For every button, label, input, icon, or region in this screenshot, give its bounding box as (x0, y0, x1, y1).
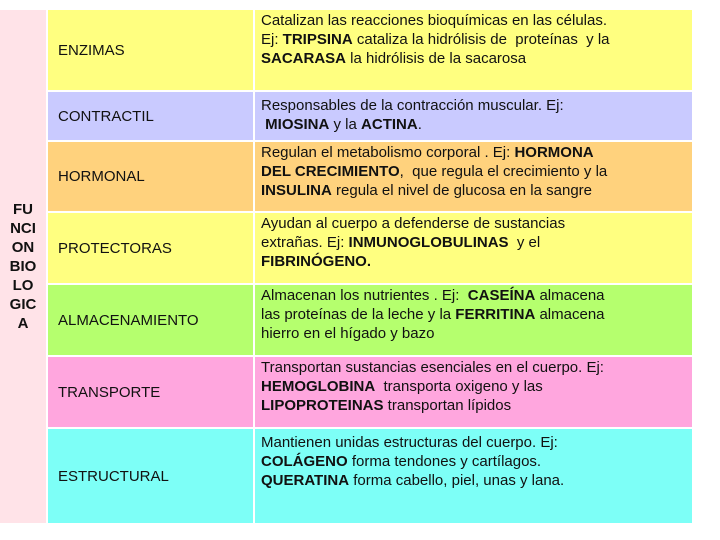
description-line (261, 358, 686, 377)
description-text: las proteínas de la leche y la (261, 306, 456, 323)
description-text: Responsables de la contracción muscular. Ej: (261, 97, 564, 114)
description-line (261, 30, 686, 49)
description-text: almacena (535, 306, 605, 323)
protein-description (255, 92, 692, 140)
description-line (261, 115, 686, 134)
description-text: forma tendones y cartílagos. (347, 453, 542, 470)
description-line (261, 181, 686, 200)
protein-type-cell (48, 213, 253, 283)
example-name: SACARASA (261, 50, 347, 67)
example-name: QUERATINA (261, 472, 350, 489)
description-text: : (274, 31, 279, 48)
example-name: INSULINA (261, 182, 332, 199)
table-row (48, 429, 692, 523)
table-row (48, 142, 692, 211)
description-line (261, 324, 686, 343)
protein-type-cell (48, 92, 253, 140)
description-text: extrañas. Ej: (261, 234, 349, 251)
description-text: . (417, 116, 422, 133)
description-line (261, 305, 686, 324)
protein-type-label: ENZIMAS (58, 41, 125, 59)
description-line (261, 396, 686, 415)
table-row (48, 213, 692, 283)
protein-type-cell (48, 429, 253, 523)
example-name: FIBRINÓGENO. (261, 253, 372, 270)
description-line (261, 433, 686, 452)
table-row (48, 285, 692, 355)
protein-description (255, 213, 692, 283)
protein-description (255, 10, 692, 90)
protein-type-label: ESTRUCTURAL (58, 467, 169, 485)
description-text: Ej (261, 31, 275, 48)
description-text: Transportan sustancias esenciales en el cuerpo. Ej: (261, 359, 604, 376)
table-row (48, 10, 692, 90)
protein-description (255, 357, 692, 427)
description-text: transportan lípidos (383, 397, 512, 414)
protein-type-label: PROTECTORAS (58, 239, 172, 257)
description-text: Ayudan al cuerpo a defenderse de sustancias (261, 215, 566, 232)
table-row (48, 92, 692, 140)
example-name: LIPOPROTEINAS (261, 397, 384, 414)
protein-type-cell (48, 10, 253, 90)
example-name: HEMOGLOBINA (261, 378, 376, 395)
example-name: FERRITINA (455, 306, 536, 323)
description-line (261, 143, 686, 162)
example-name: INMUNOGLOBULINAS (348, 234, 509, 251)
description-line (261, 233, 686, 252)
description-line (261, 252, 686, 271)
description-line (261, 214, 686, 233)
example-name: CASEÍNA (467, 287, 536, 304)
description-text: la hidrólisis de la sacarosa (346, 50, 527, 67)
category-column (0, 10, 47, 523)
protein-type-label: ALMACENAMIENTO (58, 311, 199, 329)
description-text: Almacenan los nutrientes . Ej: (261, 287, 468, 304)
protein-type-cell (48, 142, 253, 211)
protein-type-cell (48, 357, 253, 427)
example-name: DEL CRECIMIENTO (261, 163, 400, 180)
description-text: regula el nivel de glucosa en la sangre (331, 182, 593, 199)
example-name: MIOSINA (265, 116, 330, 133)
category-label: FU NCI ON BIO LO GIC A (9, 201, 37, 332)
description-text: cataliza la hidrólisis de proteínas y la (352, 31, 610, 48)
description-text: y la (329, 116, 362, 133)
protein-description (255, 429, 692, 523)
description-text: y el (508, 234, 541, 251)
description-text: Catalizan las reacciones bioquímicas en las células. (261, 12, 608, 29)
description-text: Regulan el metabolismo corporal . Ej: (261, 144, 515, 161)
description-text: Mantienen unidas estructuras del cuerpo. Ej: (261, 434, 558, 451)
protein-type-label: TRANSPORTE (58, 383, 161, 401)
description-text: transporta oxigeno y las (375, 378, 543, 395)
description-text: , que regula el crecimiento y la (399, 163, 608, 180)
description-line (261, 377, 686, 396)
description-line (261, 11, 686, 30)
example-name: ACTINA (361, 116, 418, 133)
example-name: HORMONA (514, 144, 594, 161)
example-name: TRIPSINA (278, 31, 353, 48)
description-line (261, 162, 686, 181)
description-line (261, 286, 686, 305)
example-name: COLÁGENO (261, 453, 348, 470)
table-row (48, 357, 692, 427)
protein-description (255, 285, 692, 355)
protein-type-label: CONTRACTIL (58, 107, 154, 125)
description-line (261, 471, 686, 490)
protein-type-cell (48, 285, 253, 355)
description-line (261, 49, 686, 68)
protein-description (255, 142, 692, 211)
protein-type-label: HORMONAL (58, 168, 145, 185)
description-text: almacena (535, 287, 605, 304)
description-text: forma cabello, piel, unas y lana. (349, 472, 565, 489)
description-line (261, 96, 686, 115)
description-text: hierro en el hígado y bazo (261, 325, 435, 342)
description-line (261, 452, 686, 471)
